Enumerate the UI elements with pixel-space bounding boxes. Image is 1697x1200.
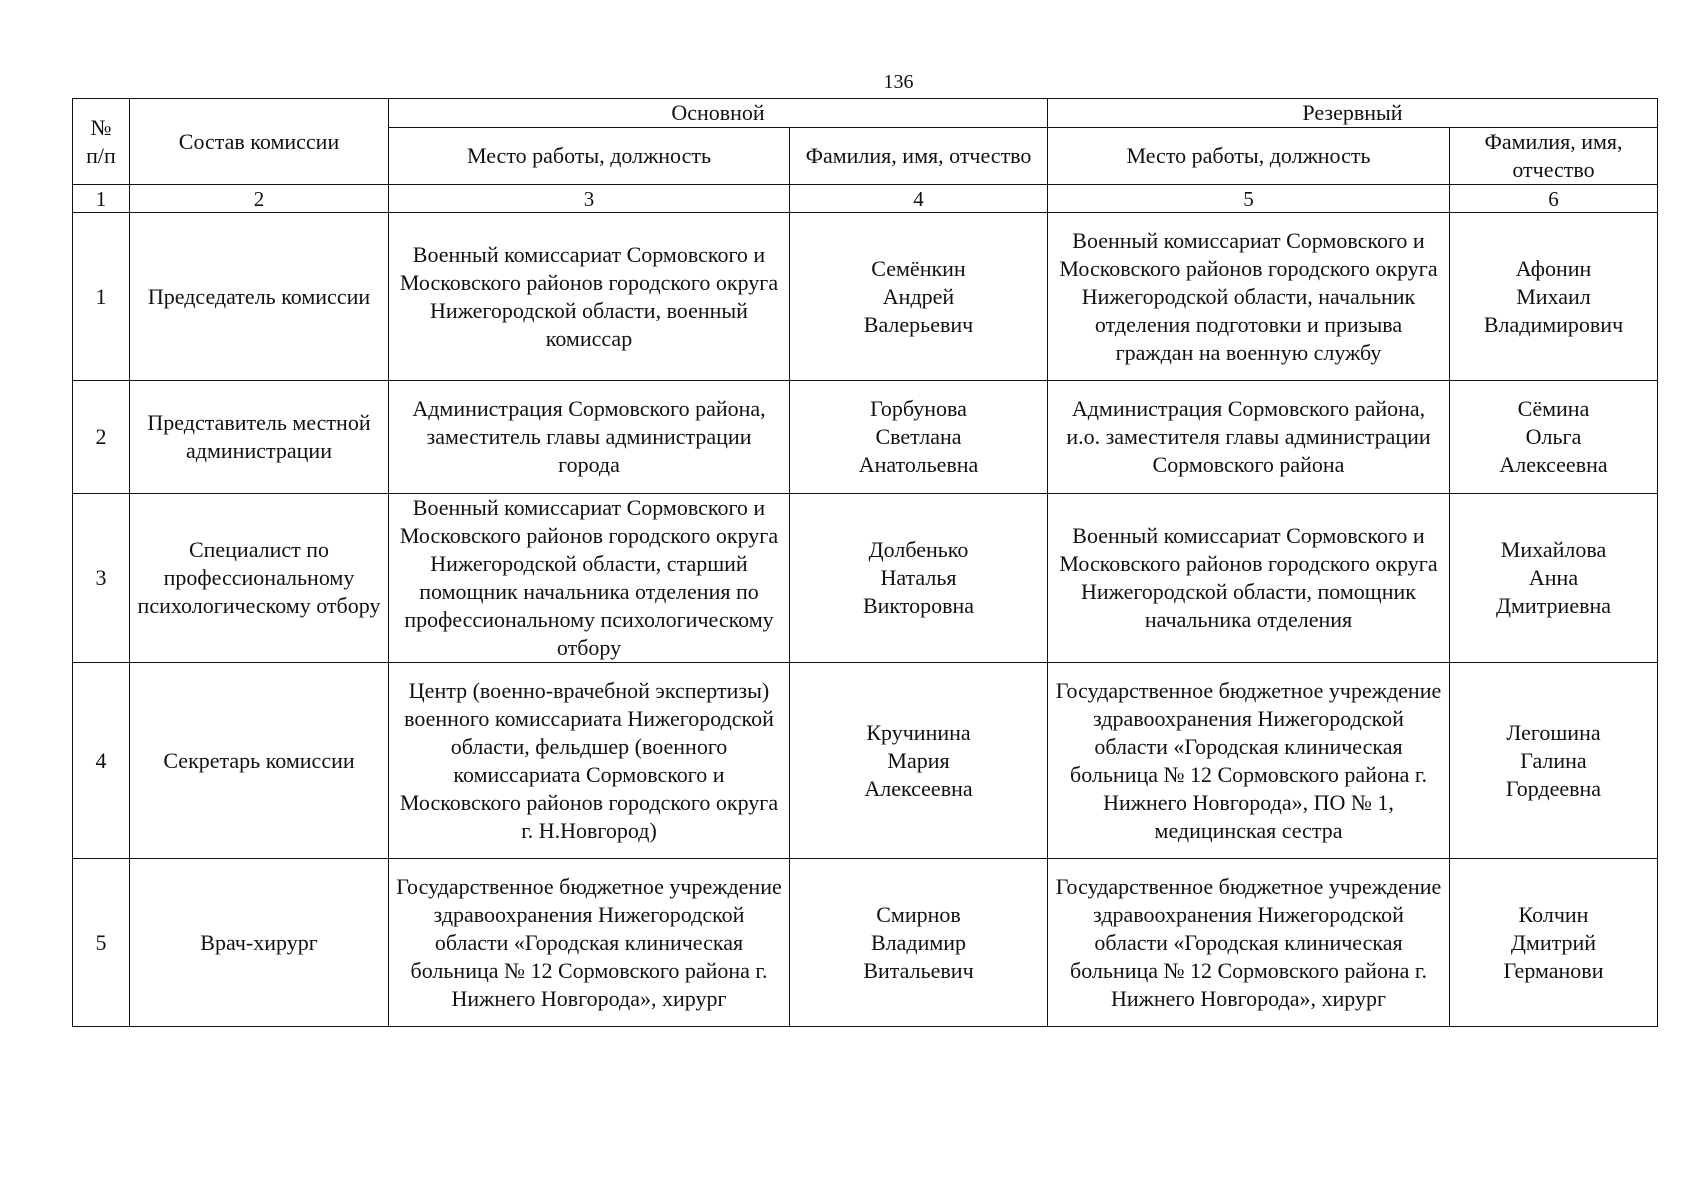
header-reserve-group: Резервный — [1048, 99, 1658, 128]
reserve-name-cell: Михайлова Анна Дмитриевна — [1450, 494, 1658, 663]
main-workplace-cell: Государственное бюджетное учреждение здравоохранения Нижегородской области «Городская клиническая больница № 12 Сормовского района г. Нижнего Новгорода», хирург — [389, 859, 790, 1027]
main-workplace-cell: Администрация Сормовского района, заместитель главы администрации города — [389, 381, 790, 494]
reserve-name-cell: Сёмина Ольга Алексеевна — [1450, 381, 1658, 494]
header-row-groups — [73, 99, 1658, 128]
row-number: 5 — [73, 859, 130, 1027]
role-cell: Специалист по профессиональному психологическому отбору — [130, 494, 389, 663]
column-number: 4 — [790, 185, 1048, 213]
role-cell: Председатель комиссии — [130, 213, 389, 381]
main-workplace-cell: Военный комиссариат Сормовского и Московского районов городского округа Нижегородской области, военный комиссар — [389, 213, 790, 381]
column-number: 2 — [130, 185, 389, 213]
reserve-name-cell: Легошина Галина Гордеевна — [1450, 663, 1658, 859]
header-main-group: Основной — [389, 99, 1048, 128]
row-number: 1 — [73, 213, 130, 381]
table-row — [73, 859, 1658, 1027]
commission-table — [72, 98, 1658, 1027]
header-main-workplace: Место работы, должность — [389, 128, 790, 185]
role-cell: Врач-хирург — [130, 859, 389, 1027]
header-reserve-name: Фамилия, имя, отчество — [1450, 128, 1658, 185]
header-reserve-workplace: Место работы, должность — [1048, 128, 1450, 185]
main-workplace-cell: Военный комиссариат Сормовского и Московского районов городского округа Нижегородской области, старший помощник начальника отделения по профессиональному психологическому отбору — [389, 494, 790, 663]
table-row — [73, 213, 1658, 381]
header-composition: Состав комиссии — [130, 99, 389, 185]
reserve-workplace-cell: Военный комиссариат Сормовского и Московского районов городского округа Нижегородской области, начальник отделения подготовки и призыва граждан на военную службу — [1048, 213, 1450, 381]
main-workplace-cell: Центр (военно-врачебной экспертизы) военного комиссариата Нижегородской области, фельдшер (военного комиссариата Сормовского и Московского районов городского округа г. Н.Новгород) — [389, 663, 790, 859]
main-name-cell: Семёнкин Андрей Валерьевич — [790, 213, 1048, 381]
role-cell: Представитель местной администрации — [130, 381, 389, 494]
reserve-name-cell: Колчин Дмитрий Германови — [1450, 859, 1658, 1027]
row-number: 4 — [73, 663, 130, 859]
reserve-name-cell: Афонин Михаил Владимирович — [1450, 213, 1658, 381]
column-number: 5 — [1048, 185, 1450, 213]
column-number-row — [73, 185, 1658, 213]
table-row — [73, 381, 1658, 494]
column-number: 6 — [1450, 185, 1658, 213]
role-cell: Секретарь комиссии — [130, 663, 389, 859]
header-num: № п/п — [73, 99, 130, 185]
reserve-workplace-cell: Государственное бюджетное учреждение здравоохранения Нижегородской области «Городская клиническая больница № 12 Сормовского района г. Нижнего Новгорода», хирург — [1048, 859, 1450, 1027]
main-name-cell: Кручинина Мария Алексеевна — [790, 663, 1048, 859]
column-number: 1 — [73, 185, 130, 213]
row-number: 3 — [73, 494, 130, 663]
reserve-workplace-cell: Военный комиссариат Сормовского и Московского районов городского округа Нижегородской области, помощник начальника отделения — [1048, 494, 1450, 663]
main-name-cell: Смирнов Владимир Витальевич — [790, 859, 1048, 1027]
main-name-cell: Долбенько Наталья Викторовна — [790, 494, 1048, 663]
table-row — [73, 663, 1658, 859]
row-number: 2 — [73, 381, 130, 494]
main-name-cell: Горбунова Светлана Анатольевна — [790, 381, 1048, 494]
header-main-name: Фамилия, имя, отчество — [790, 128, 1048, 185]
table-row — [73, 494, 1658, 663]
page-number: 136 — [883, 71, 914, 93]
column-number: 3 — [389, 185, 790, 213]
reserve-workplace-cell: Администрация Сормовского района, и.о. заместителя главы администрации Сормовского района — [1048, 381, 1450, 494]
reserve-workplace-cell: Государственное бюджетное учреждение здравоохранения Нижегородской области «Городская клиническая больница № 12 Сормовского района г. Нижнего Новгорода», ПО № 1, медицинская сестра — [1048, 663, 1450, 859]
